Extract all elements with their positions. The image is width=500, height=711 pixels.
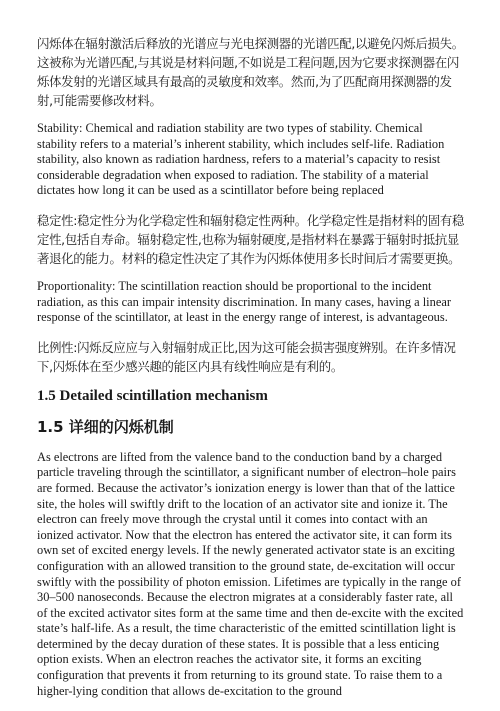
stability-paragraph-zh: 稳定性:稳定性分为化学稳定性和辐射稳定性两种。化学稳定性是指材料的固有稳定性,包括自寿命。辐射稳定性,也称为辐射硬度,是指材料在暴露于辐射时抵抗显著退化的能力。材料的稳定性决定了其作为闪烁体使用多长时间后才需要更换。	[37, 212, 465, 266]
spectral-matching-paragraph-zh: 闪烁体在辐射激活后释放的光谱应与光电探测器的光谱匹配,以避免闪烁后损失。这被称为光谱匹配,与其说是材料问题,不如说是工程问题,因为它要求探测器在闪烁体发射的光谱区域具有最高的灵敏度和效率。然而,为了匹配商用探测器的发射,可能需要修改材料。	[37, 36, 464, 108]
section-heading-zh: 1.5 详细的闪烁机制	[37, 417, 174, 436]
mechanism-paragraph-en: As electrons are lifted from the valence band to the conduction band by a charged particle traveling through the scintillator, a significant number of electron–hole pairs are formed. Because the activator’s ionization energy is lower than that of the lattice site, the holes will swiftly drift to the location of an activator site and ionize it. The electron can freely move through the crystal until it comes into contact with an ionized activator. Now that the electron has entered the activator site, it can form its own set of excited energy levels. If the newly generated activator state is an exciting configuration with an allowed transition to the ground state, de-excitation will occur swiftly with the possibility of photon emission. Lifetimes are typically in the range of 30–500 nanoseconds. Because the electron migrates at a considerably faster rate, all of the excited activator sites form at the same time and then de-excite with the excited state’s half-life. As a result, the time characteristic of the emitted scintillation light is determined by the decay duration of these states. It is possible that a less enticing option exists. When an electron reaches the activator site, it forms an exciting configuration that prevents it from returning to its ground state. To raise them to a higher-lying condition that allows de-excitation to the ground	[37, 449, 464, 698]
proportionality-paragraph-zh: 比例性:闪烁反应应与入射辐射成正比,因为这可能会损害强度辨别。在许多情况下,闪烁体在至少感兴趣的能区内具有线性响应是有利的。	[37, 339, 456, 374]
section-heading-en: 1.5 Detailed scintillation mechanism	[37, 387, 268, 404]
document-page	[37, 34, 465, 711]
proportionality-paragraph-en: Proportionality: The scintillation reaction should be proportional to the incident radiation, as this can impair intensity discrimination. In many cases, having a linear response of the scintillator, at least in the energy range of interest, is advantageous.	[37, 278, 451, 325]
stability-paragraph-en: Stability: Chemical and radiation stability are two types of stability. Chemical stability refers to a material’s inherent stability, which includes self-life. Radiation stability, also known as radiation hardness, refers to a material’s capacity to resist considerable degradation when exposed to radiation. The stability of a material dictates how long it can be used as a scintillator before being replaced	[37, 121, 445, 198]
